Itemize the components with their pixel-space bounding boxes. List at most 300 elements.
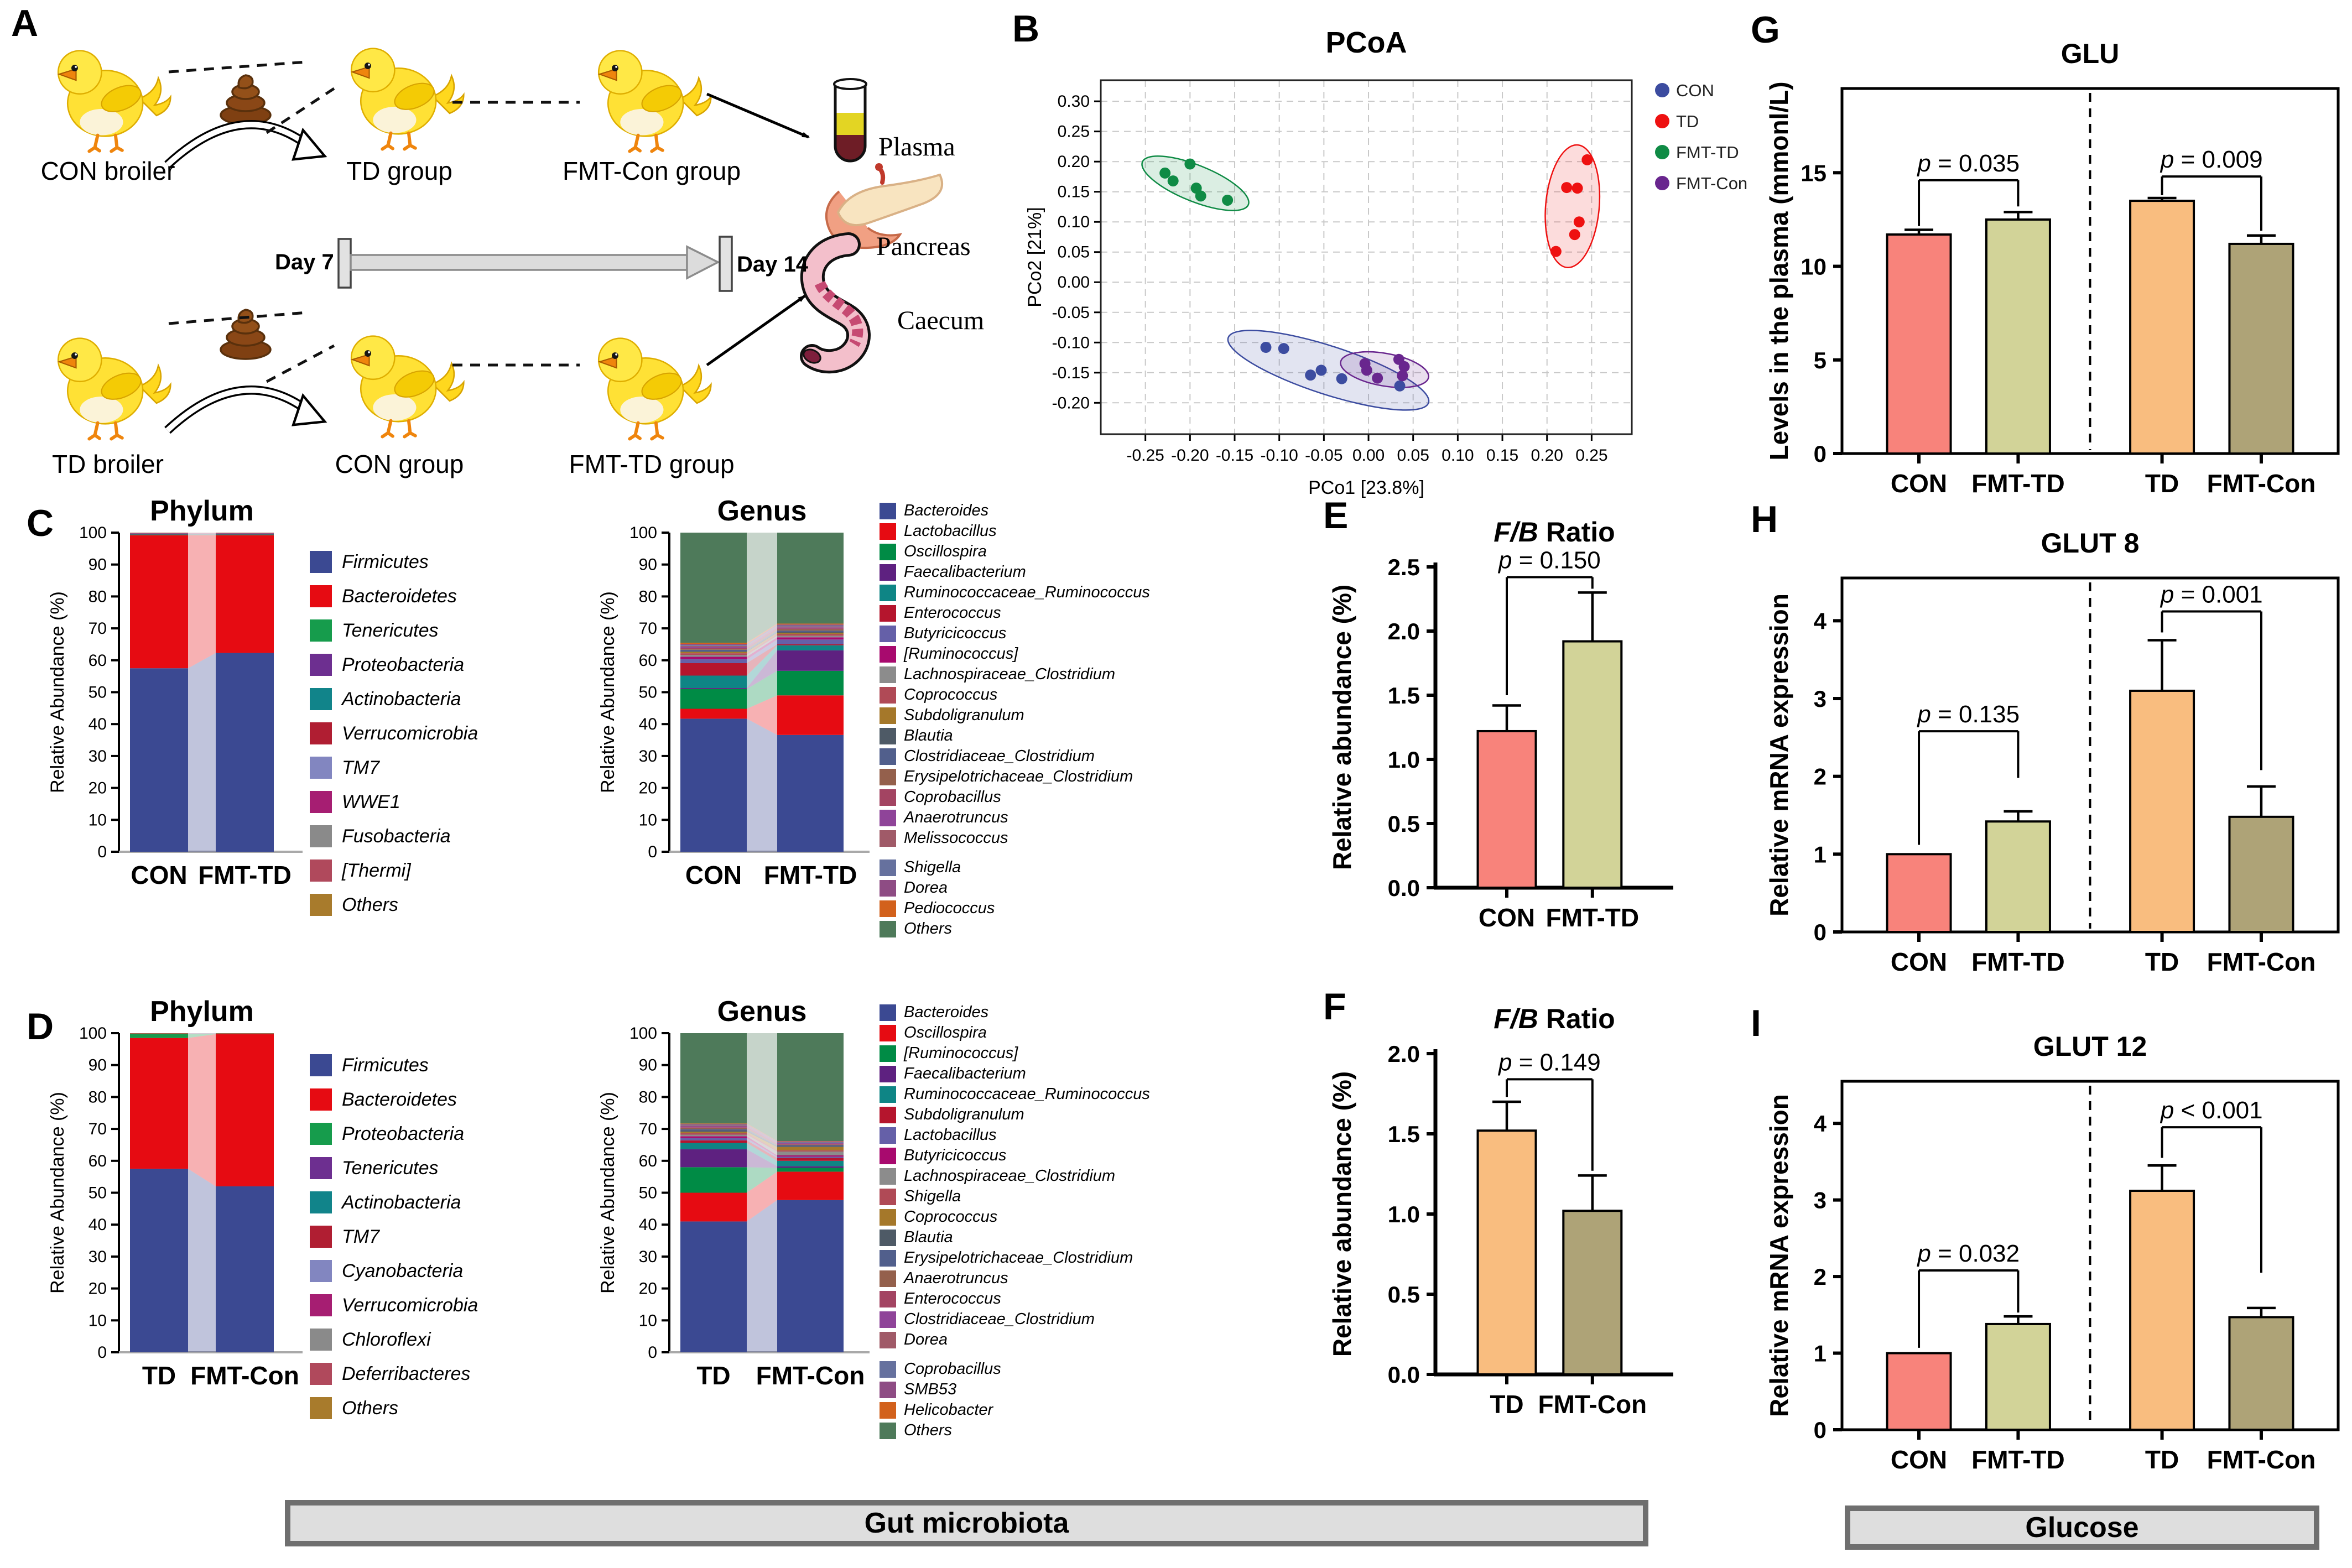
pcoa-svg [1018,19,1792,506]
segment-Butyricicoccus [777,1155,844,1157]
legend-label: Verrucomicrobia [342,722,478,744]
legend-swatch [880,830,896,847]
legend-label: Clostridiaceae_Clostridium [904,747,1095,765]
segment-Tenericutes [130,534,188,535]
bar-FMT-TD [1986,821,2050,932]
fb_ratio_tfc-svg [1322,993,1687,1435]
y-tick-label: 5 [1813,347,1827,373]
point-TD [1581,154,1593,165]
legend-swatch [880,769,896,785]
group-label-td-group: TD group [346,157,452,185]
legend-swatch [880,859,896,876]
y-tick-label: 90 [88,555,107,574]
segment-Coprococcus [777,1147,844,1150]
segment-Lachnospiraceae_Clostridium [680,1134,747,1136]
legend-swatch [880,789,896,806]
point-TD [1550,246,1562,257]
segment-Butyricicoccus [680,1136,747,1138]
y-tick-label: 1.5 [1387,1121,1420,1147]
y-axis-label: Relative abundance (%) [1328,1071,1356,1357]
dashed-connector [267,346,334,382]
legend-swatch [880,626,896,642]
point-FMT-TD [1222,195,1233,206]
flow-Bacteroides [747,1200,777,1352]
segment-Clostridiaceae_Clostridium [777,631,844,632]
legend-item [880,1289,1150,1309]
segment-Dorea [777,624,844,626]
y-axis-label: Relative mRNA expression [1765,1094,1793,1417]
y-tick-label: 0 [1813,441,1827,467]
segment-Lactobacillus [680,1138,747,1140]
legend-item [310,1151,478,1185]
segment-Blautia [680,651,747,652]
legend-swatch [310,825,332,847]
legend-label: [Thermi] [342,859,411,881]
segment-Proteobacteria [130,534,188,535]
group-label-FMT-Con: FMT-Con [190,1361,299,1390]
legend-label: Ruminococcaceae_Ruminococcus [904,1085,1150,1103]
y-tick-label: 50 [88,683,107,702]
y-tick-label: 0.5 [1387,811,1420,837]
legend-swatch [880,1086,896,1103]
y-tick-label: 40 [88,715,107,734]
legend-label: Firmicutes [342,551,429,572]
legend-item [310,1254,478,1288]
legend-swatch [310,1226,332,1248]
y-tick-label: 100 [79,524,107,542]
segment-Proteobacteria [216,534,274,535]
legend-item [880,1400,1150,1420]
legend-swatch [880,921,896,937]
legend-label-FMT-Con: FMT-Con [1676,174,1748,193]
y-tick-label: 0 [648,1343,657,1362]
legend-item [880,1207,1150,1227]
group-label-TD: TD [696,1361,731,1390]
segment-Dorea [680,1126,747,1127]
segment-Anaerotruncus [777,1144,844,1145]
glu-chart [1759,28,2352,514]
group-label-fmt-con-group: FMT-Con group [562,157,741,185]
genus-chart-con-fmttd [597,495,874,926]
x-tick-label: 0.00 [1352,446,1385,465]
legend-item [880,1330,1150,1350]
legend-swatch [310,1088,332,1111]
legend-label: Ruminococcaceae_Ruminococcus [904,584,1150,601]
legend-swatch [310,1363,332,1385]
segment-Coprobacillus [680,1125,747,1126]
group-label-TD: TD [142,1361,176,1390]
segment-Others [777,533,844,623]
y-tick-label: -0.15 [1052,363,1090,382]
legend-swatch [880,1291,896,1307]
legend-label: Verrucomicrobia [342,1294,478,1316]
legend-item [880,1043,1150,1064]
segment-Bacteroidetes [216,1034,274,1186]
x-label-FMT-Con: FMT-Con [2207,947,2316,976]
point-CON [1305,369,1316,381]
legend-item [880,644,1150,664]
legend-swatch [310,1157,332,1179]
legend-label: Melissococcus [904,829,1008,847]
pcoa-plot [1018,19,1792,506]
legend-swatch [880,564,896,581]
legend-item [880,1248,1150,1268]
legend-item [880,857,1150,878]
legend-swatch [880,1332,896,1348]
p-value: p = 0.032 [1917,1240,2020,1267]
legend-item [310,1117,478,1151]
segment-Oscillospira [680,689,747,709]
segment-Shigella [777,626,844,627]
glucose-caption [1845,1506,2319,1550]
panel-letter-e: E [1323,494,1349,536]
y-tick-label: 1 [1813,1340,1827,1367]
y-tick-label: 15 [1801,160,1827,186]
group-label-fmt-td-group: FMT-TD group [569,450,735,478]
legend-label: Chloroflexi [342,1329,431,1350]
p-value: p < 0.001 [2160,1097,2263,1124]
flow-Bacteroides [747,718,777,852]
legend-label: Oscillospira [904,1024,987,1041]
segment-Ruminococcaceae_Ruminococcus [680,675,747,688]
y-tick-label: 2 [1813,763,1827,790]
segment-Erysipelotrichaceae_Clostridium [680,1129,747,1131]
legend-label: Coprobacillus [904,1360,1001,1378]
segment-Shigella [680,645,747,646]
legend-label: Helicobacter [904,1401,993,1419]
legend-item [880,521,1150,541]
segment-Coprococcus [680,1132,747,1133]
y-tick-label: 100 [79,1024,107,1043]
legend-item [310,579,478,613]
y-tick-label: 70 [88,1120,107,1139]
legend-item [310,613,478,648]
segment-Oscillospira [777,671,844,695]
legend-item [880,1145,1150,1166]
y-tick-label: -0.20 [1052,394,1090,413]
segment-Clostridiaceae_Clostridium [777,1143,844,1144]
legend-item [880,1023,1150,1043]
legend-item [880,1268,1150,1289]
segment-Oscillospira [777,1171,844,1200]
legend-item [880,1420,1150,1441]
bar-TD [2130,1191,2194,1430]
y-tick-label: 80 [88,587,107,606]
legend-item [880,726,1150,746]
segment-Lachnospiraceae_Clostridium [777,635,844,637]
point-FMT-TD [1159,168,1170,179]
x-label-CON: CON [1890,1445,1948,1474]
bar-FMT-Con [2229,817,2293,932]
glut12-svg [1759,1020,2352,1491]
legend-swatch [310,1329,332,1351]
x-label-TD: TD [1490,1390,1524,1419]
legend-label: Proteobacteria [342,654,465,675]
legend-item [880,705,1150,726]
y-tick-label: 60 [88,651,107,670]
genus_d-svg [597,996,874,1427]
glut8-chart [1759,517,2352,993]
legend-label: Enterococcus [904,1290,1001,1307]
segment-Subdoligranulum [777,1158,844,1161]
p-value: p = 0.149 [1498,1049,1601,1076]
legend-label: Lactobacillus [904,1126,997,1144]
group-label-CON: CON [131,861,188,889]
segment-[Ruminococcus] [777,1168,844,1171]
segment-[Ruminococcus] [777,637,844,639]
legend-label: Erysipelotrichaceae_Clostridium [904,768,1133,785]
legend-item [880,1166,1150,1186]
y-tick-label: 10 [638,811,657,830]
legend-item [310,648,478,682]
legend-item [880,1084,1150,1105]
point-TD [1572,183,1583,194]
legend-swatch [880,1361,896,1378]
segment-Faecalibacterium [680,1149,747,1167]
point-FMT-TD [1195,190,1206,201]
legend-label: Dorea [904,1331,948,1348]
flow-Bacteroidetes [188,535,216,669]
x-axis-label: PCo1 [23.8%] [1308,477,1424,498]
panel-letter-g: G [1751,9,1780,51]
legend-label: Clostridiaceae_Clostridium [904,1310,1095,1328]
group-label-FMT-TD: FMT-TD [763,861,857,889]
segment-Butyricicoccus [680,659,747,663]
x-tick-label: -0.25 [1126,446,1164,465]
bar-CON [1887,235,1951,454]
y-tick-label: 30 [88,747,107,765]
legend-label: Tenericutes [342,1157,439,1179]
chart-title: Genus [717,996,807,1028]
legend-swatch [310,722,332,744]
segment-Enterococcus [680,1127,747,1128]
y-tick-label: 60 [88,1152,107,1170]
y-tick-label: 10 [638,1311,657,1330]
legend-item [880,1064,1150,1084]
legend-label: Dorea [904,879,948,897]
legend-item [310,545,478,579]
sample-label-caecum: Caecum [897,306,985,335]
bar-FMT-TD [1986,1324,2050,1430]
legend-item [880,685,1150,705]
segment-Anaerotruncus [680,1128,747,1129]
segment-Melissococcus [777,627,844,628]
chart-title: PCoA [1325,26,1407,59]
flow-Proteobacteria [188,534,216,535]
legend-label: [Ruminococcus] [904,1044,1018,1062]
segment-Subdoligranulum [680,652,747,653]
legend-label: Oscillospira [904,543,987,560]
y-tick-label: 2.0 [1387,618,1420,644]
arrow-to-caecum [707,296,805,365]
x-label-TD: TD [2145,469,2179,498]
legend-item [880,878,1150,898]
p-value: p = 0.009 [2160,146,2263,174]
legend-label: Bacteroides [904,1003,989,1021]
y-tick-label: 70 [88,619,107,638]
flow-Others [747,1033,777,1141]
point-FMT-Con [1397,370,1408,381]
segment-Dorea [680,644,747,645]
segment-Enterococcus [777,644,844,645]
legend-item [880,746,1150,767]
bar-FMT-TD [1563,642,1621,888]
legend-swatch [880,585,896,601]
segment-Helicobacter [680,1123,747,1124]
fb-ratio-chart-td-fmtcon [1322,993,1687,1435]
y-tick-label: 0.00 [1057,273,1090,292]
legend-label: TM7 [342,757,379,778]
legend-label: Lactobacillus [904,522,997,540]
legend-swatch [310,894,332,916]
legend-item [880,1105,1150,1125]
legend-item [310,1185,478,1220]
segment-Subdoligranulum [680,1140,747,1143]
y-tick-label: 0 [97,843,107,861]
segment-Helicobacter [777,1141,844,1142]
legend-swatch [880,544,896,560]
bar-FMT-Con [1563,1211,1621,1374]
legend-swatch [880,1168,896,1185]
genus-chart-td-fmtcon [597,996,874,1427]
test-tube-icon [834,79,866,161]
legend-swatch [880,728,896,744]
legend-swatch [310,1054,332,1076]
legend-label: Butyricicoccus [904,1147,1007,1164]
legend-item [880,664,1150,685]
x-label-FMT-TD: FMT-TD [1971,947,2065,976]
legend-label-TD: TD [1676,112,1699,131]
x-tick-label: -0.15 [1215,446,1254,465]
segment-Lactobacillus [680,709,747,719]
panel-letter-b: B [1012,8,1040,50]
legend-label: Blautia [904,1228,953,1246]
segment-Faecalibacterium [680,688,747,689]
x-label-CON: CON [1478,903,1536,932]
segment-Firmicutes [130,1169,188,1352]
point-CON [1316,364,1327,376]
y-tick-label: 30 [638,747,657,765]
group-label-con-group: CON group [335,450,464,478]
bar-TD [1478,1131,1536,1374]
segment-Enterococcus [680,663,747,676]
x-label-TD: TD [2145,947,2179,976]
segment-Others [216,1033,274,1034]
segment-Others [680,1033,747,1123]
segment-Ruminococcaceae_Ruminococcus [680,1143,747,1149]
segment-Bacteroides [777,1200,844,1352]
legend-swatch [880,605,896,622]
y-tick-label: 0.0 [1387,1362,1420,1388]
legend-label: Deferribacteres [342,1363,471,1384]
glucose-caption-text: Glucose [2025,1512,2139,1544]
legend-swatch [880,1189,896,1205]
x-label-FMT-Con: FMT-Con [1538,1390,1647,1419]
y-tick-label: 60 [638,1152,657,1170]
segment-Bacteroides [777,735,844,852]
gut-microbiota-caption-text: Gut microbiota [864,1507,1069,1539]
legend-swatch [310,1191,332,1213]
chick-icon [351,49,464,149]
y-tick-label: 100 [629,1024,657,1043]
segment-Erysipelotrichaceae_Clostridium [777,1145,844,1147]
x-tick-label: -0.20 [1171,446,1209,465]
y-tick-label: 40 [88,1216,107,1234]
legend-item [880,1125,1150,1145]
y-tick-label: 60 [638,651,657,670]
point-FMT-TD [1184,159,1195,170]
legend-label: [Ruminococcus] [904,645,1018,663]
segment-Shigella [777,1150,844,1152]
legend-item [310,888,478,922]
segment-Bacteroides [680,1221,747,1352]
group-label-FMT-Con: FMT-Con [756,1361,865,1390]
segment-Lachnospiraceae_Clostridium [777,1152,844,1155]
point-CON [1278,343,1289,354]
segment-Butyricicoccus [777,639,844,644]
legend-swatch [880,1045,896,1062]
fb-ratio-chart-con-fmttd [1322,506,1687,949]
y-tick-label: -0.05 [1052,303,1090,322]
segment-Melissococcus [680,646,747,647]
y-tick-label: 20 [638,779,657,798]
legend-label: Coprococcus [904,686,998,704]
legend-label: Coprococcus [904,1208,998,1226]
segment-Others [130,1033,188,1034]
segment-Lachnospiraceae_Clostridium [680,655,747,657]
legend-swatch [880,1127,896,1144]
legend-label: Actinobacteria [342,688,461,710]
panel-letter-d: D [27,1006,54,1048]
legend-label: Erysipelotrichaceae_Clostridium [904,1249,1133,1267]
y-tick-label: -0.10 [1052,334,1090,352]
point-CON [1260,342,1271,353]
segment-Pediococcus [777,623,844,624]
p-value: p = 0.135 [1917,701,2020,728]
legend-dot-FMT-TD [1655,145,1669,159]
y-tick-label: 10 [1801,253,1827,280]
point-CON [1394,381,1406,392]
chick-icon [58,51,170,152]
legend-item [880,898,1150,919]
legend-item [310,682,478,716]
legend-label: Others [342,1397,399,1419]
y-tick-label: 70 [638,619,657,638]
legend-swatch [310,757,332,779]
legend-swatch [880,880,896,897]
legend-swatch [880,1311,896,1328]
segment-Ruminococcaceae_Ruminococcus [777,1161,844,1166]
y-tick-label: 0.10 [1057,213,1090,232]
bar-TD [2130,691,2194,932]
legend-item [880,787,1150,808]
segment-[Ruminococcus] [680,657,747,659]
chick-icon [599,338,711,439]
y-tick-label: 4 [1813,1111,1827,1137]
legend-label: Anaerotruncus [904,809,1008,826]
legend-item [310,1288,478,1322]
legend-label: Faecalibacterium [904,563,1026,581]
y-tick-label: 10 [88,811,107,830]
legend-label: Faecalibacterium [904,1065,1026,1082]
segment-Clostridiaceae_Clostridium [680,1126,747,1127]
y-axis-label: PCo2 [21%] [1024,207,1045,308]
y-tick-label: 2 [1813,1264,1827,1290]
group-label-td-broiler: TD broiler [52,450,164,478]
y-tick-label: 0 [1813,919,1827,945]
legend-dot-FMT-Con [1655,176,1669,190]
segment-Coprobacillus [777,1142,844,1143]
